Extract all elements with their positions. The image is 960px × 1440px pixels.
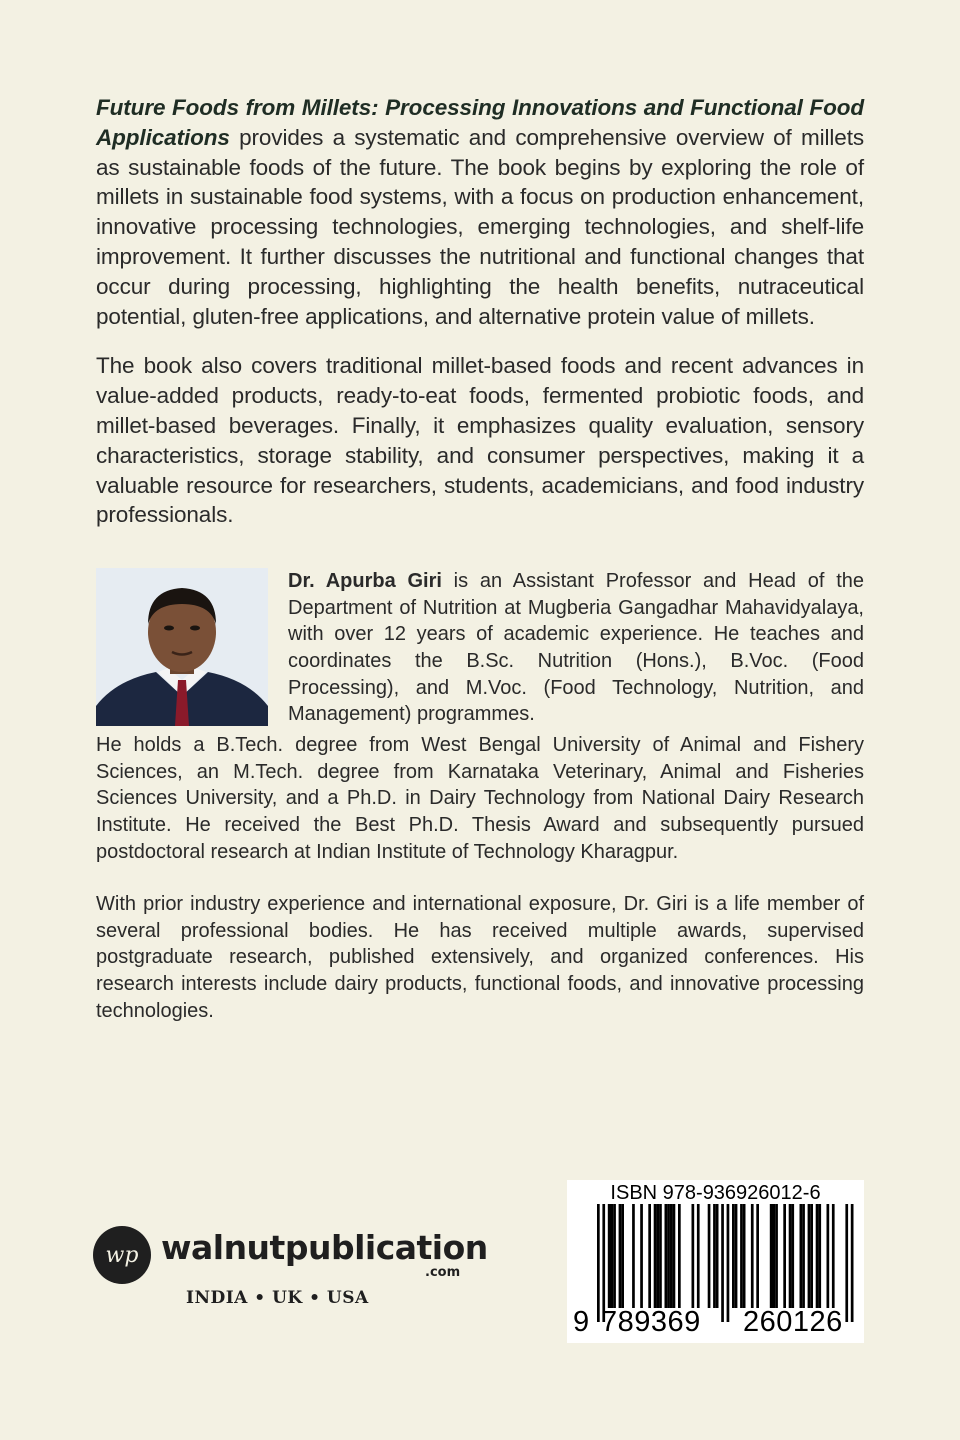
barcode-bar xyxy=(602,1204,605,1322)
description-paragraph-1 xyxy=(96,93,864,331)
barcode-bar xyxy=(632,1204,635,1308)
description-text-1: provides a systematic and comprehensive overview of millets as sustainable foods of the future. The book begins by exploring the role of millets in sustainable food systems, with a focus on production enhancement, innovative processing technologies, emerging technologies, and shelf-life improvement. It further discusses the nutritional and functional changes that occur during processing, highlighting the health benefits, nutraceutical potential, gluten-free applications, and alternative protein value of millets. xyxy=(96,124,864,329)
barcode-bar xyxy=(791,1204,794,1308)
barcode-bar xyxy=(800,1204,803,1308)
barcode-bar xyxy=(611,1204,614,1308)
barcode-bar xyxy=(673,1204,676,1308)
barcode-bar xyxy=(613,1204,616,1308)
publisher-logo-block xyxy=(93,1222,488,1322)
back-cover-content xyxy=(96,93,864,1024)
barcode-bar xyxy=(667,1204,670,1308)
publisher-countries: INDIA • UK • USA xyxy=(186,1288,369,1308)
barcode-bar xyxy=(770,1204,773,1308)
author-name: Dr. Apurba Giri xyxy=(288,570,442,593)
barcode-bar xyxy=(678,1204,681,1308)
barcode-bar xyxy=(818,1204,821,1308)
book-title: Future Foods from Millets: Processing Innovations and Functional Food Applications xyxy=(96,95,864,150)
barcode-digits-right: 260126 xyxy=(743,1306,843,1338)
author-section xyxy=(96,568,864,1024)
barcode-bar xyxy=(773,1204,776,1308)
barcode-bar xyxy=(743,1204,746,1308)
isbn-barcode xyxy=(567,1180,864,1343)
barcode-bar xyxy=(810,1204,813,1308)
barcode-bar xyxy=(732,1204,735,1308)
isbn-label: ISBN 978-936926012-6 xyxy=(610,1182,821,1204)
barcode-bar xyxy=(751,1204,754,1308)
barcode-bar xyxy=(713,1204,716,1308)
barcode-bar xyxy=(648,1204,651,1308)
barcode-bar xyxy=(727,1204,730,1322)
barcode-digit-first: 9 xyxy=(573,1306,590,1338)
barcode-bar xyxy=(621,1204,624,1308)
barcode-bar xyxy=(851,1204,854,1322)
barcode-bar xyxy=(659,1204,662,1308)
barcode-bar xyxy=(740,1204,743,1308)
barcode-bar xyxy=(692,1204,695,1308)
barcode-bar xyxy=(783,1204,786,1308)
barcode-bar xyxy=(808,1204,811,1308)
barcode-bar xyxy=(708,1204,711,1308)
barcode-bar xyxy=(716,1204,719,1308)
barcode-bar xyxy=(640,1204,643,1308)
barcode-bar xyxy=(670,1204,673,1308)
barcode-bar xyxy=(697,1204,700,1308)
author-photo xyxy=(96,568,268,726)
barcode-bar xyxy=(756,1204,759,1308)
author-bio-1-text: is an Assistant Professor and Head of the Department of Nutrition at Mugberia Gangadhar Mahavidyalaya, with over 12 years of academic experience. He teaches and coordinates the B.Sc. Nutrition (Hons.), B.Voc. (Food Processing), and M.Voc. (Food Technology, Nutrition, and Management) programmes. xyxy=(288,570,864,726)
barcode-bar xyxy=(735,1204,738,1308)
barcode-bar xyxy=(802,1204,805,1308)
author-portrait-image xyxy=(96,568,268,726)
publisher-name: walnutpublication xyxy=(161,1228,488,1267)
barcode-bar xyxy=(654,1204,657,1308)
barcode-bar xyxy=(721,1204,724,1322)
barcode-bar xyxy=(775,1204,778,1308)
barcode-bar xyxy=(608,1204,611,1308)
barcode-bar xyxy=(845,1204,848,1322)
publisher-domain-suffix: .com xyxy=(425,1265,461,1280)
barcode-bar xyxy=(656,1204,659,1308)
author-bio-2: He holds a B.Tech. degree from West Bengal University of Animal and Fishery Sciences, an M.Tech. degree from Karnataka Veterinary, Animal and Fisheries Sciences University, and a Ph.D. in Dairy Technology from National Dairy Research Institute. He received the Best Ph.D. Thesis Award and subsequently pursued postdoctoral research at Indian Institute of Technology Kharagpur. xyxy=(96,734,864,863)
barcode-digits-left: 789369 xyxy=(601,1306,701,1338)
barcode-bar xyxy=(827,1204,830,1308)
walnut-logo-icon: wp xyxy=(93,1226,151,1284)
barcode-bar xyxy=(789,1204,792,1308)
author-bio-3: With prior industry experience and international exposure, Dr. Giri is a life member of several professional bodies. He has received multiple awards, supervised postgraduate research, published extensively, and organized conferences. His research interests include dairy products, functional foods, and innovative processing technologies. xyxy=(96,893,864,1022)
description-paragraph-2: The book also covers traditional millet-based foods and recent advances in value-added products, ready-to-eat foods, fermented probiotic foods, and millet-based beverages. Finally, it emphasizes quality evaluation, sensory characteristics, storage stability, and consumer perspectives, making it a valuable resource for researchers, students, academicians, and food industry professionals. xyxy=(96,353,864,528)
barcode-bar xyxy=(832,1204,835,1308)
barcode-bar xyxy=(619,1204,622,1308)
barcode-bar xyxy=(816,1204,819,1308)
barcode-bar xyxy=(665,1204,668,1308)
barcode-bar xyxy=(597,1204,600,1322)
